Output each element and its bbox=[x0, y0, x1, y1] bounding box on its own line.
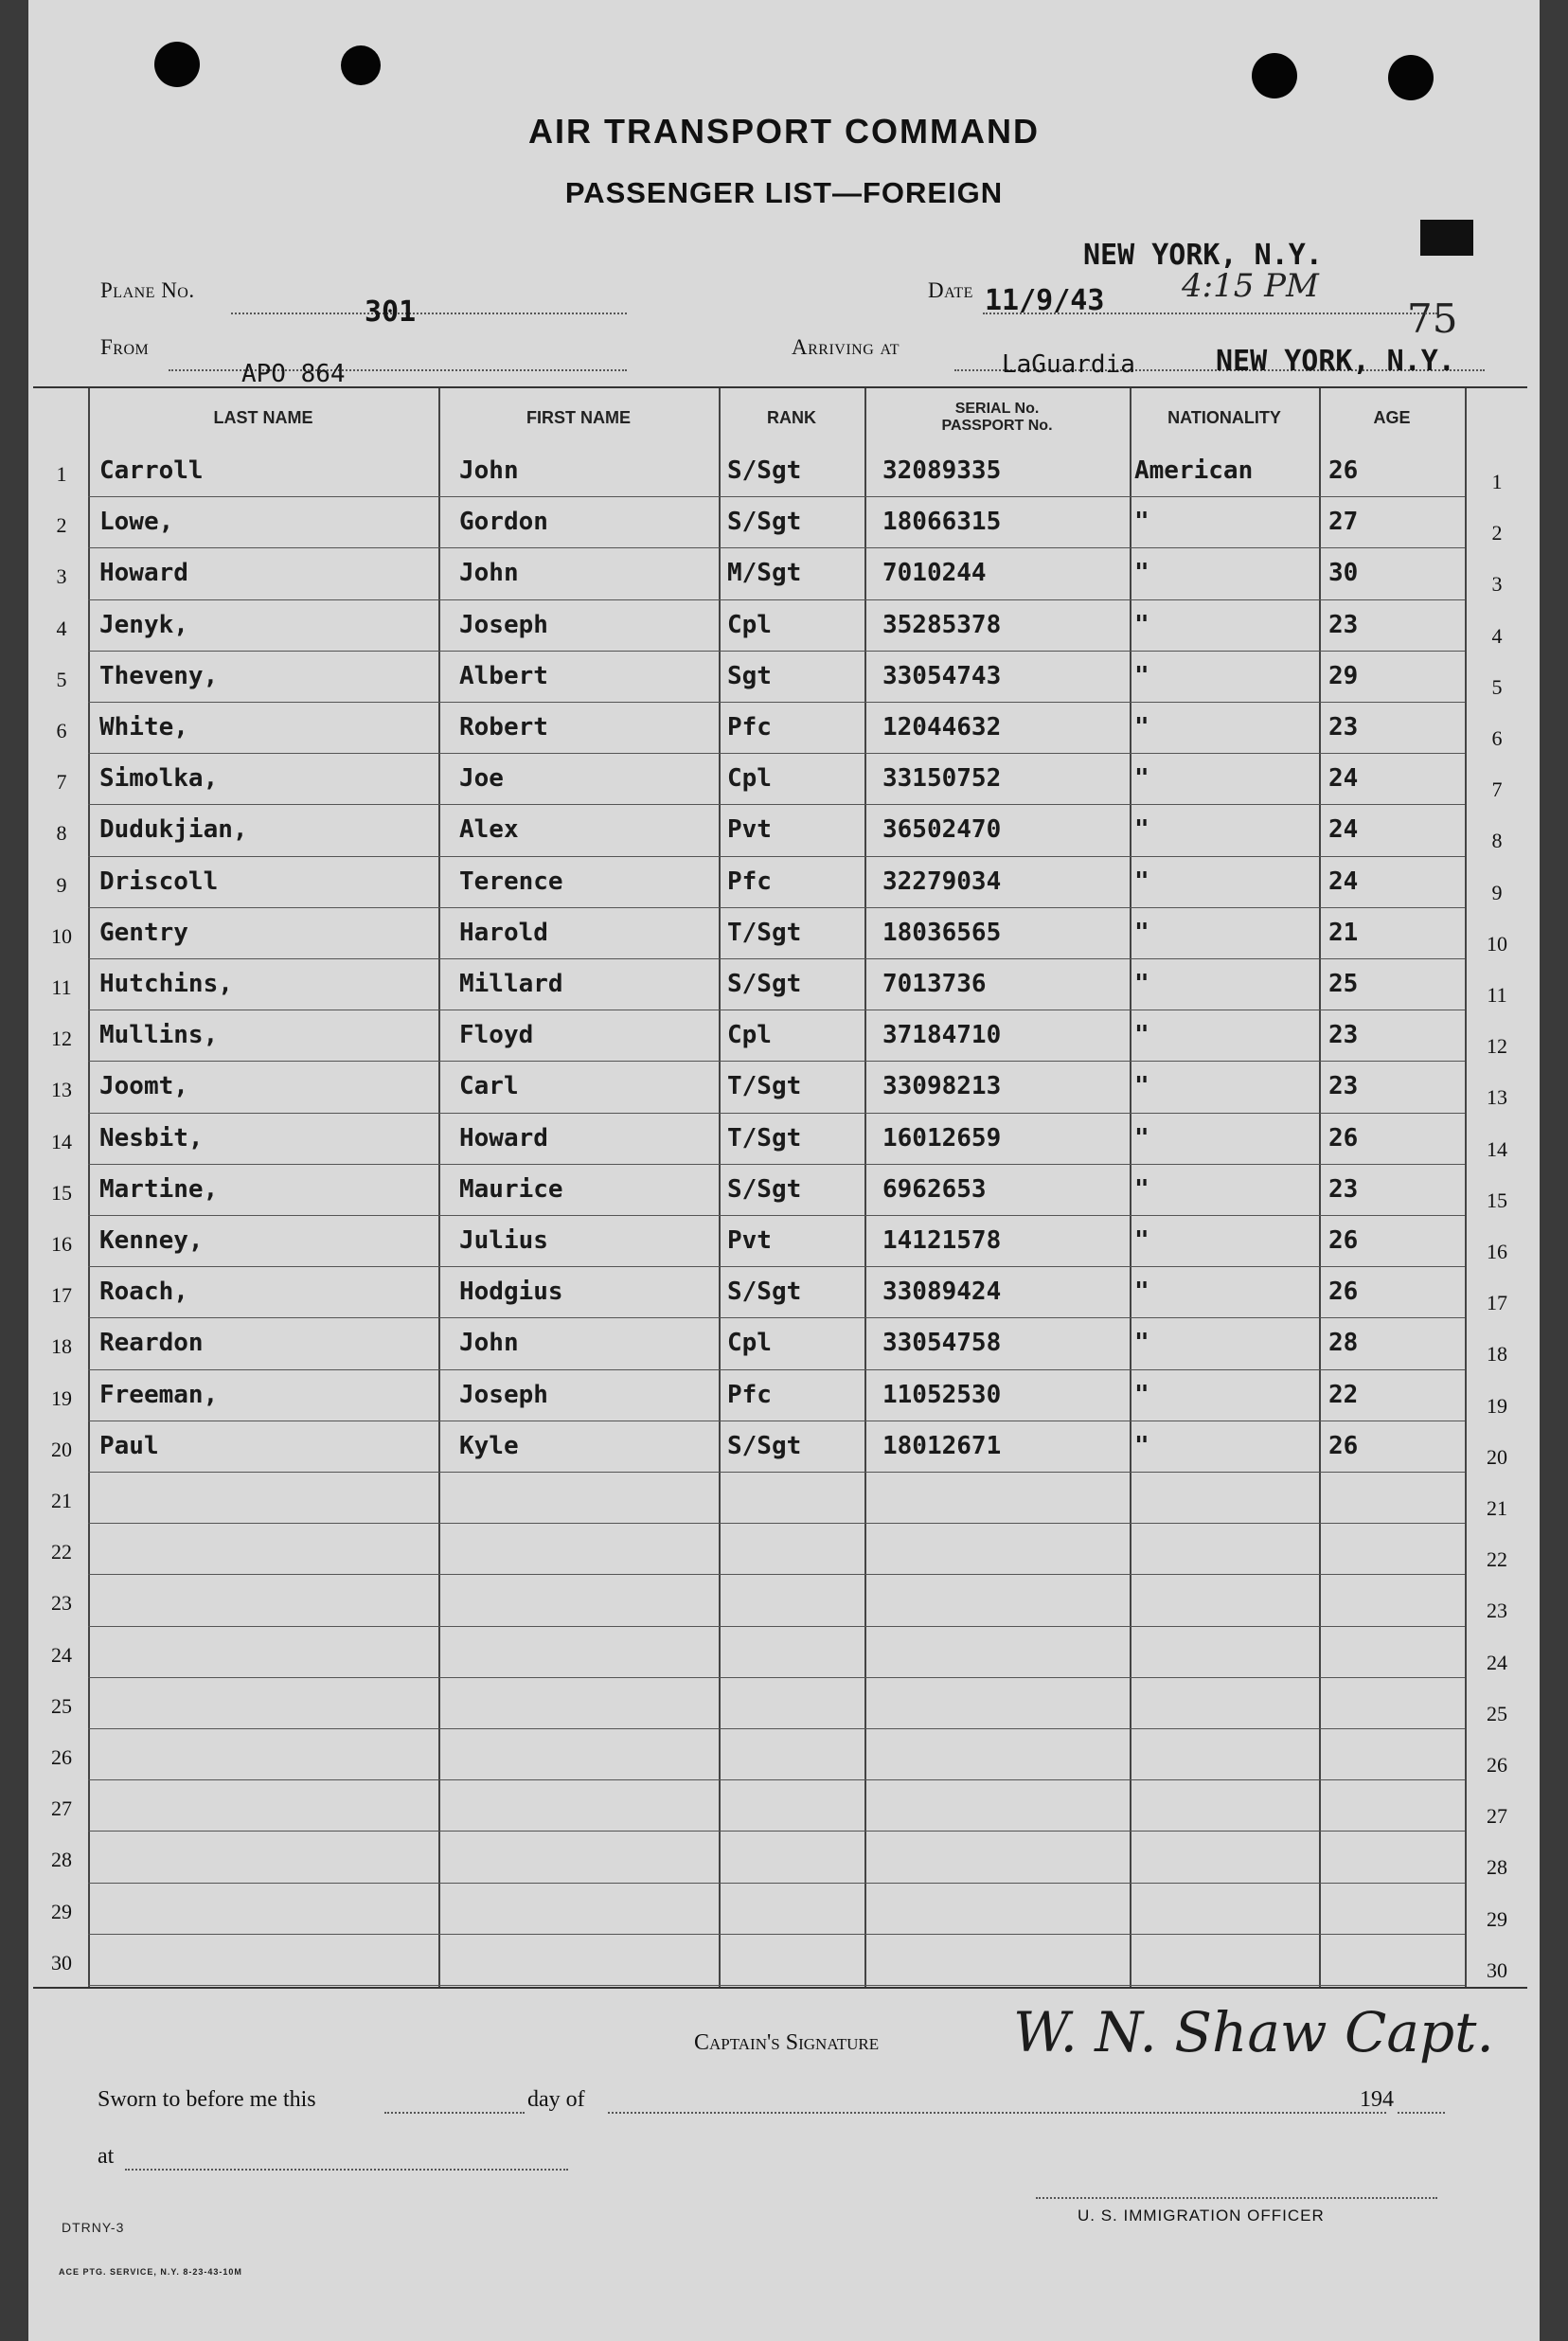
form-subtitle: PASSENGER LIST—FOREIGN bbox=[564, 176, 1004, 209]
year-line bbox=[1398, 2112, 1445, 2114]
table-row bbox=[33, 867, 1527, 919]
cell-first: Hodgius bbox=[459, 1278, 563, 1307]
row-number-right: 18 bbox=[1487, 1342, 1507, 1367]
row-number-right: 10 bbox=[1487, 931, 1507, 956]
cell-age: 23 bbox=[1328, 1174, 1359, 1204]
cell-nationality: " bbox=[1134, 1380, 1149, 1409]
cell-last: Roach, bbox=[99, 1278, 188, 1307]
row-number-right: 27 bbox=[1487, 1804, 1507, 1829]
cell-age: 25 bbox=[1328, 970, 1359, 998]
cell-nationality: " bbox=[1134, 1329, 1149, 1358]
table-row bbox=[33, 713, 1527, 764]
cell-first: Harold bbox=[459, 918, 548, 947]
row-number-left: 5 bbox=[56, 667, 67, 691]
arriving-at-label: Arriving at bbox=[792, 335, 900, 359]
row-number-right: 1 bbox=[1491, 470, 1503, 493]
column-header-serial-passport bbox=[864, 388, 1130, 447]
cell-serial: 14121578 bbox=[882, 1226, 1002, 1255]
cell-rank: S/Sgt bbox=[727, 970, 802, 998]
cell-serial: 33089424 bbox=[882, 1278, 1002, 1307]
date-value: 11/9/43 bbox=[985, 284, 1105, 317]
table-row bbox=[33, 1278, 1527, 1329]
row-number-left: 4 bbox=[56, 616, 67, 640]
row-number-left: 7 bbox=[56, 770, 67, 795]
row-number-left: 20 bbox=[51, 1437, 72, 1461]
column-header-nationality: NATIONALITY bbox=[1167, 408, 1281, 427]
table-row bbox=[33, 611, 1527, 662]
cell-age: 23 bbox=[1328, 1072, 1359, 1101]
cell-age: 30 bbox=[1328, 559, 1359, 588]
cell-first: Alex bbox=[459, 815, 519, 845]
row-number-left: 22 bbox=[51, 1540, 72, 1564]
cell-first: Floyd bbox=[459, 1021, 534, 1050]
at-line bbox=[125, 2169, 568, 2171]
cell-rank: T/Sgt bbox=[727, 1072, 802, 1101]
table-row bbox=[33, 456, 1527, 508]
cell-first: Albert bbox=[459, 661, 548, 690]
at-label: at bbox=[98, 2144, 115, 2169]
table-row bbox=[33, 1021, 1527, 1072]
table-row bbox=[33, 1124, 1527, 1175]
row-number-right: 12 bbox=[1487, 1034, 1507, 1059]
row-number-left: 1 bbox=[56, 462, 67, 486]
row-divider bbox=[88, 1779, 1465, 1780]
cell-nationality: American bbox=[1134, 456, 1254, 485]
cell-first: Terence bbox=[459, 867, 563, 896]
cell-serial: 6962653 bbox=[882, 1174, 987, 1204]
row-number-left: 26 bbox=[51, 1745, 72, 1769]
cell-nationality: " bbox=[1134, 661, 1149, 690]
cell-age: 22 bbox=[1328, 1380, 1359, 1409]
cell-rank: Pvt bbox=[727, 1226, 772, 1255]
table-row bbox=[33, 919, 1527, 970]
row-number-right: 20 bbox=[1487, 1444, 1507, 1469]
cell-last: Theveny, bbox=[99, 661, 219, 690]
punch-hole bbox=[154, 42, 200, 87]
cell-rank: Pvt bbox=[727, 815, 772, 845]
cell-first: Joe bbox=[459, 764, 504, 794]
cell-nationality: " bbox=[1134, 559, 1149, 588]
punch-hole bbox=[1252, 53, 1297, 98]
cell-rank: T/Sgt bbox=[727, 1123, 802, 1153]
cell-serial: 18012671 bbox=[882, 1431, 1002, 1460]
cell-rank: Cpl bbox=[727, 764, 772, 794]
cell-first: Maurice bbox=[459, 1174, 563, 1204]
cell-rank: S/Sgt bbox=[727, 1174, 802, 1204]
cell-age: 26 bbox=[1328, 1123, 1359, 1153]
row-number-right: 15 bbox=[1487, 1188, 1507, 1212]
plane-no-label: Plane No. bbox=[100, 278, 195, 302]
row-number-right: 25 bbox=[1487, 1701, 1507, 1725]
row-number-left: 17 bbox=[51, 1283, 72, 1308]
cell-last: Jenyk, bbox=[99, 610, 188, 639]
cell-nationality: " bbox=[1134, 1226, 1149, 1255]
cell-serial: 7013736 bbox=[882, 970, 987, 998]
arriving-at-value: LaGuardia bbox=[1002, 350, 1135, 379]
cell-first: Julius bbox=[459, 1226, 548, 1255]
cell-rank: S/Sgt bbox=[727, 508, 802, 537]
cell-last: Kenney, bbox=[99, 1226, 204, 1255]
cell-last: Nesbit, bbox=[99, 1123, 204, 1153]
sworn-text: Sworn to before me this bbox=[98, 2087, 316, 2112]
year-prefix: 194 bbox=[1360, 2087, 1394, 2112]
cell-first: Millard bbox=[459, 970, 563, 998]
cell-first: Robert bbox=[459, 713, 548, 742]
column-header-serial: SERIAL No. bbox=[954, 401, 1040, 417]
from-label: From bbox=[100, 335, 150, 359]
row-number-right: 9 bbox=[1491, 880, 1503, 904]
printer-line: ACE PTG. SERVICE, N.Y. 8-23-43-10M bbox=[59, 2267, 242, 2277]
cell-last: White, bbox=[99, 713, 188, 742]
cell-age: 24 bbox=[1328, 867, 1359, 896]
cell-last: Howard bbox=[99, 559, 188, 588]
row-number-left: 9 bbox=[56, 872, 67, 897]
row-number-left: 14 bbox=[51, 1129, 72, 1153]
cell-first: Howard bbox=[459, 1123, 548, 1153]
cell-age: 27 bbox=[1328, 508, 1359, 537]
punch-hole bbox=[1388, 55, 1434, 100]
cell-last: Driscoll bbox=[99, 867, 219, 896]
cell-last: Lowe, bbox=[99, 508, 174, 537]
row-number-left: 21 bbox=[51, 1489, 72, 1512]
cell-nationality: " bbox=[1134, 610, 1149, 639]
immigration-officer-label: U. S. IMMIGRATION OFFICER bbox=[1078, 2207, 1325, 2225]
cell-rank: T/Sgt bbox=[727, 918, 802, 947]
cell-last: Hutchins, bbox=[99, 970, 233, 998]
cell-age: 26 bbox=[1328, 1278, 1359, 1307]
cell-serial: 18066315 bbox=[882, 508, 1002, 537]
table-row bbox=[33, 764, 1527, 815]
cell-serial: 36502470 bbox=[882, 815, 1002, 845]
row-number-left: 3 bbox=[56, 564, 67, 589]
cell-age: 23 bbox=[1328, 1021, 1359, 1050]
row-number-left: 2 bbox=[56, 513, 67, 538]
table-row bbox=[33, 662, 1527, 713]
cell-age: 23 bbox=[1328, 713, 1359, 742]
cell-first: Carl bbox=[459, 1072, 519, 1101]
row-number-left: 15 bbox=[51, 1180, 72, 1205]
table-row bbox=[33, 1226, 1527, 1278]
cell-nationality: " bbox=[1134, 918, 1149, 947]
cell-nationality: " bbox=[1134, 1072, 1149, 1101]
row-number-left: 25 bbox=[51, 1693, 72, 1718]
cell-first: Joseph bbox=[459, 610, 548, 639]
cell-rank: Cpl bbox=[727, 610, 772, 639]
row-number-left: 12 bbox=[51, 1027, 72, 1051]
cell-rank: S/Sgt bbox=[727, 1431, 802, 1460]
cell-age: 26 bbox=[1328, 456, 1359, 485]
cell-serial: 33150752 bbox=[882, 764, 1002, 794]
row-number-right: 19 bbox=[1487, 1393, 1507, 1418]
cell-age: 26 bbox=[1328, 1431, 1359, 1460]
row-number-right: 29 bbox=[1487, 1906, 1507, 1931]
cell-nationality: " bbox=[1134, 1174, 1149, 1204]
arrival-time-handwritten: 4:15 PM bbox=[1182, 267, 1319, 305]
table-row bbox=[33, 1175, 1527, 1226]
row-divider bbox=[88, 1626, 1465, 1627]
cell-first: Joseph bbox=[459, 1380, 548, 1409]
table-row bbox=[33, 1381, 1527, 1432]
cell-nationality: " bbox=[1134, 867, 1149, 896]
row-divider bbox=[88, 1985, 1465, 1986]
cell-nationality: " bbox=[1134, 1278, 1149, 1307]
punch-hole bbox=[341, 45, 381, 85]
redaction-mark bbox=[1420, 220, 1473, 256]
cell-last: Carroll bbox=[99, 456, 204, 485]
row-divider bbox=[88, 1883, 1465, 1884]
cell-serial: 32279034 bbox=[882, 867, 1002, 896]
cell-rank: S/Sgt bbox=[727, 456, 802, 485]
table-row bbox=[33, 815, 1527, 867]
cell-nationality: " bbox=[1134, 508, 1149, 537]
cell-rank: Pfc bbox=[727, 713, 772, 742]
row-number-left: 29 bbox=[51, 1899, 72, 1923]
cell-last: Mullins, bbox=[99, 1021, 219, 1050]
row-number-left: 19 bbox=[51, 1385, 72, 1410]
column-header-age: AGE bbox=[1373, 408, 1411, 427]
row-divider bbox=[88, 1523, 1465, 1524]
cell-last: Reardon bbox=[99, 1329, 204, 1358]
captain-signature: W. N. Shaw Capt. bbox=[1013, 2000, 1494, 2064]
table-row bbox=[33, 1329, 1527, 1380]
row-number-left: 13 bbox=[51, 1078, 72, 1102]
cell-last: Freeman, bbox=[99, 1380, 219, 1409]
cell-first: Kyle bbox=[459, 1431, 519, 1460]
cell-rank: S/Sgt bbox=[727, 1278, 802, 1307]
row-number-left: 11 bbox=[51, 975, 72, 999]
cell-age: 28 bbox=[1328, 1329, 1359, 1358]
row-number-right: 13 bbox=[1487, 1085, 1507, 1110]
cell-serial: 35285378 bbox=[882, 610, 1002, 639]
arrival-location-stamp: NEW YORK, N.Y. bbox=[1216, 345, 1455, 378]
plane-no-line bbox=[231, 313, 627, 314]
row-number-right: 14 bbox=[1487, 1136, 1507, 1161]
cell-nationality: " bbox=[1134, 1123, 1149, 1153]
cell-first: John bbox=[459, 559, 519, 588]
passenger-list-sheet bbox=[28, 0, 1540, 2341]
cell-serial: 33054758 bbox=[882, 1329, 1002, 1358]
location-stamp: NEW YORK, N.Y. bbox=[1083, 239, 1323, 272]
cell-nationality: " bbox=[1134, 970, 1149, 998]
sworn-month-line bbox=[608, 2112, 1386, 2114]
cell-last: Dudukjian, bbox=[99, 815, 248, 845]
column-header-first-name: FIRST NAME bbox=[526, 408, 631, 427]
cell-first: John bbox=[459, 456, 519, 485]
row-number-left: 23 bbox=[51, 1591, 72, 1616]
form-title: AIR TRANSPORT COMMAND bbox=[528, 112, 1040, 151]
cell-nationality: " bbox=[1134, 764, 1149, 794]
cell-age: 23 bbox=[1328, 610, 1359, 639]
cell-age: 24 bbox=[1328, 764, 1359, 794]
row-number-left: 10 bbox=[51, 923, 72, 948]
row-number-right: 16 bbox=[1487, 1240, 1507, 1263]
cell-nationality: " bbox=[1134, 713, 1149, 742]
cell-age: 29 bbox=[1328, 661, 1359, 690]
row-divider bbox=[88, 1574, 1465, 1575]
row-divider bbox=[88, 1677, 1465, 1678]
column-header-rank: RANK bbox=[767, 408, 816, 427]
row-number-left: 24 bbox=[51, 1642, 72, 1667]
row-number-right: 4 bbox=[1491, 623, 1503, 648]
cell-nationality: " bbox=[1134, 1431, 1149, 1460]
row-number-left: 28 bbox=[51, 1848, 72, 1872]
cell-serial: 12044632 bbox=[882, 713, 1002, 742]
cell-last: Martine, bbox=[99, 1174, 219, 1204]
row-divider bbox=[88, 1934, 1465, 1935]
table-row bbox=[33, 559, 1527, 610]
officer-signature-line bbox=[1036, 2197, 1437, 2199]
sworn-day-line bbox=[384, 2112, 525, 2114]
cell-age: 26 bbox=[1328, 1226, 1359, 1255]
passenger-table bbox=[33, 386, 1527, 1989]
captain-signature-label: Captain's Signature bbox=[694, 2030, 880, 2055]
row-number-right: 3 bbox=[1491, 572, 1503, 597]
row-number-right: 24 bbox=[1487, 1650, 1507, 1674]
cell-last: Paul bbox=[99, 1431, 159, 1460]
table-row bbox=[33, 1072, 1527, 1123]
date-label: Date bbox=[928, 278, 973, 302]
cell-serial: 7010244 bbox=[882, 559, 987, 588]
row-number-right: 11 bbox=[1487, 983, 1507, 1007]
cell-rank: Pfc bbox=[727, 867, 772, 896]
cell-rank: Cpl bbox=[727, 1021, 772, 1050]
table-row bbox=[33, 970, 1527, 1021]
row-divider bbox=[88, 1728, 1465, 1729]
cell-nationality: " bbox=[1134, 1021, 1149, 1050]
cell-rank: Cpl bbox=[727, 1329, 772, 1358]
cell-serial: 16012659 bbox=[882, 1123, 1002, 1153]
row-number-right: 22 bbox=[1487, 1547, 1507, 1572]
row-number-right: 23 bbox=[1487, 1599, 1507, 1623]
row-number-right: 26 bbox=[1487, 1753, 1507, 1777]
cell-last: Simolka, bbox=[99, 764, 219, 794]
page-number: 75 bbox=[1407, 295, 1458, 342]
cell-nationality: " bbox=[1134, 815, 1149, 845]
cell-last: Joomt, bbox=[99, 1072, 188, 1101]
from-value: APO 864 bbox=[241, 360, 346, 388]
column-header-passport: PASSPORT No. bbox=[941, 418, 1053, 434]
row-number-left: 6 bbox=[56, 719, 67, 742]
row-number-right: 6 bbox=[1491, 726, 1503, 750]
cell-serial: 37184710 bbox=[882, 1021, 1002, 1050]
row-number-left: 18 bbox=[51, 1334, 72, 1359]
row-number-left: 16 bbox=[51, 1232, 72, 1256]
row-number-left: 30 bbox=[51, 1950, 72, 1975]
plane-no-value: 301 bbox=[365, 295, 417, 329]
cell-age: 24 bbox=[1328, 815, 1359, 845]
cell-serial: 11052530 bbox=[882, 1380, 1002, 1409]
cell-serial: 33054743 bbox=[882, 661, 1002, 690]
row-number-right: 5 bbox=[1491, 674, 1503, 699]
row-number-left: 27 bbox=[51, 1796, 72, 1821]
from-line bbox=[169, 369, 627, 371]
table-row bbox=[33, 1432, 1527, 1483]
row-divider bbox=[88, 1831, 1465, 1832]
row-number-right: 2 bbox=[1491, 521, 1503, 545]
cell-last: Gentry bbox=[99, 918, 188, 947]
row-number-right: 17 bbox=[1487, 1291, 1507, 1315]
cell-serial: 33098213 bbox=[882, 1072, 1002, 1101]
row-number-right: 8 bbox=[1491, 829, 1503, 853]
row-number-right: 7 bbox=[1491, 777, 1503, 802]
row-number-right: 28 bbox=[1487, 1855, 1507, 1880]
form-code: DTRNY-3 bbox=[62, 2220, 125, 2235]
row-number-right: 21 bbox=[1487, 1496, 1507, 1520]
table-row bbox=[33, 508, 1527, 559]
cell-rank: Sgt bbox=[727, 661, 772, 690]
cell-serial: 18036565 bbox=[882, 918, 1002, 947]
day-of-label: day of bbox=[527, 2087, 585, 2112]
cell-rank: M/Sgt bbox=[727, 559, 802, 588]
cell-age: 21 bbox=[1328, 918, 1359, 947]
cell-rank: Pfc bbox=[727, 1380, 772, 1409]
row-number-left: 8 bbox=[56, 821, 67, 846]
column-header-last-name: LAST NAME bbox=[213, 408, 313, 427]
cell-first: Gordon bbox=[459, 508, 548, 537]
row-number-right: 30 bbox=[1487, 1957, 1507, 1982]
cell-first: John bbox=[459, 1329, 519, 1358]
cell-serial: 32089335 bbox=[882, 456, 1002, 485]
